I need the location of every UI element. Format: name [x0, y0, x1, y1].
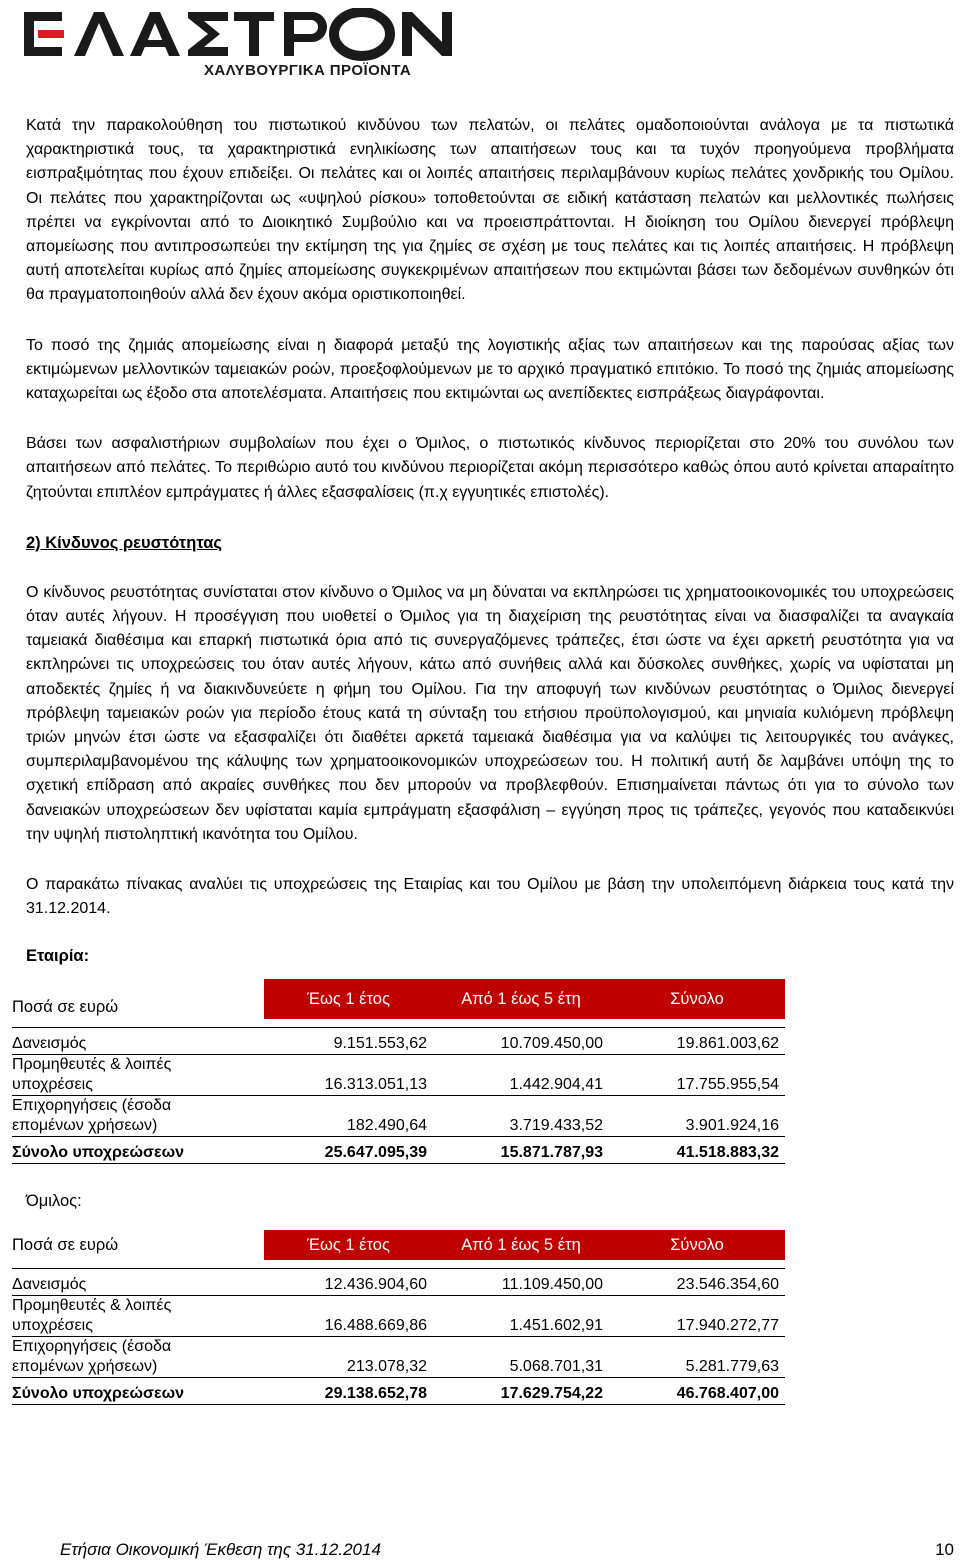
total-total: 41.518.883,32: [609, 1137, 785, 1164]
paragraph-credit-risk-monitoring: Κατά την παρακολούθηση του πιστωτικού κινδύνου των πελατών, οι πελάτες ομαδοποιούνται ανάλογα με τα πιστωτικά χαρακτηριστικά τους, τα χαρακτηριστικά ενηλικίωσης των απαιτήσεων τους και τα τυχόν προηγούμενα προβλήματα εισπραξιμότητας που έχουν επιδείξει. Οι πελάτες και οι λοιπές απαιτήσεις περιλαμβάνουν κυρίως πελάτες χονδρικής του Ομίλου. Οι πελάτες που χαρακτηρίζονται ως «υψηλού ρίσκου» τοποθετούνται σε ειδική κατάσταση πελατών και μελλοντικές πωλήσεις πρέπει να εγκρίνονται από το Διοικητικό Συμβούλιο και να προεισπράττονται. Η διοίκηση του Ομίλου διενεργεί πρόβλεψη απομείωσης που αντιπροσωπεύει την εκτίμηση της για ζημίες σε σχέση με τους πελάτες και τις λοιπές απαιτήσεις. Η πρόβλεψη αυτή αποτελείται κυρίως από ζημίες απομείωσης συγκεκριμένων απαιτήσεων που εκτιμώνται βάσει των δεδομένων συνθηκών ότι θα πραγματοποιηθούν αλλά δεν έχουν ακόμα οριστικοποιηθεί.: [26, 117, 954, 304]
paragraph-impairment-amount: Το ποσό της ζημιάς απομείωσης είναι η διαφορά μεταξύ της λογιστικής αξίας των απαιτήσεων και της παρούσας αξίας των εκτιμώμενων μελλοντικών ταμειακών ροών, προεξοφλούμενων με το αρχικό πραγματικό επιτόκιο. Το ποσό της ζημιάς απομείωσης καταχωρείται ως έξοδο στα αποτελέσματα. Απαιτήσεις που εκτιμώνται ως ανεπίδεκτες εισπράξεως διαγράφονται.: [26, 336, 954, 403]
company-logo: [22, 8, 472, 80]
page-footer: [60, 1540, 954, 1560]
paragraph-insurance-contracts: Βάσει των ασφαλιστήριων συμβολαίων που έχει ο Όμιλος, ο πιστωτικός κίνδυνος περιορίζεται στο 20% του συνόλου των απαιτήσεων από πελάτες. Το περιθώριο αυτό του κινδύνου περιορίζεται ακόμη περισσότερο καθώς όπου αυτό κρίνεται απαραίτητο ζητούνται επιπλέον εμπράγματες ή άλλες εξασφαλίσεις (π.χ εγγυητικές επιστολές).: [26, 435, 954, 501]
paragraph-liquidity-risk: Ο κίνδυνος ρευστότητας συνίσταται στον κίνδυνο ο Όμιλος να μη δύναται να εκπληρώσει τις χρηματοοικονομικές του υποχρεώσεις όταν αυτές λήγουν. Η προσέγγιση που υιοθετεί ο Όμιλος για τη διαχείριση της ρευστότητας είναι να διασφαλίζει τα αναγκαία ταμειακά διαθέσιμα και επαρκή πιστωτικά όρια από τις συνεργαζόμενες τράπεζες, έτσι ώστε να έχει αρκετή ρευστότητα για να εκπληρώνει τις υποχρεώσεις του όταν αυτές λήγουν, κάτω από συνήθεις αλλά και δύσκολες συνθήκες, χωρίς να υφίσταται μη αποδεκτές ζημίες ή να διακινδυνεύετε η φήμη του Ομίλου. Για την αποφυγή των κινδύνων ρευστότητας ο Όμιλος διενεργεί πρόβλεψη ταμειακών ροών για περίοδο έτους κατά τη σύνταξη του ετήσιου προϋπολογισμού, και μηνιαία κυλιόμενη πρόβλεψη τριών μηνών έτσι ώστε να εξασφαλίζει ότι διαθέτει αρκετά ταμειακά διαθέσιμα για να καλύψει τις λειτουργικές του ανάγκες, συμπεριλαμβανομένου της κάλυψης των χρηματοοικονομικών υποχρεώσεων του. Η πολιτική αυτή δε λαμβάνει υπόψη της το σχετική επίδραση από ακραίες συνθήκες που δεν μπορούν να προβλεφθούν. Επισημαίνεται πάντως ότι για το σύνολο των δανειακών υποχρεώσεων δεν υφίσταται καμία εμπράγματη εξασφάλιση – εγγύηση προς τις τράπεζες, γεγονός που καταδεικνύει την υψηλή πιστοληπτική ικανότητα του Ομίλου.: [26, 583, 954, 843]
row-value-total: 23.546.354,60: [609, 1269, 785, 1296]
header-total: Σύνολο: [609, 1230, 785, 1260]
row-value-1-to-5-years: 5.068.701,31: [433, 1337, 609, 1378]
row-label: Επιχορηγήσεις (έσοδα επομένων χρήσεων): [12, 1337, 264, 1378]
header-amounts-in-euro: Ποσά σε ευρώ: [12, 1236, 119, 1255]
table-total-row: [12, 1378, 785, 1405]
group-liabilities-table: [12, 1230, 785, 1405]
table-row: [12, 1028, 785, 1055]
row-label: Προμηθευτές & λοιπές υποχρέσεις: [12, 1055, 264, 1096]
total-label: Σύνολο υποχρεώσεων: [12, 1378, 264, 1405]
table-header-row: [12, 1230, 785, 1260]
header-total: Σύνολο: [609, 979, 785, 1019]
total-1-to-5-years: 15.871.787,93: [433, 1137, 609, 1164]
row-label: Επιχορηγήσεις (έσοδα επομένων χρήσεων): [12, 1096, 264, 1137]
total-1-to-5-years: 17.629.754,22: [433, 1378, 609, 1405]
table-header-row: [12, 979, 785, 1019]
row-label: Δανεισμός: [12, 1028, 264, 1055]
row-value-total: 17.940.272,77: [609, 1296, 785, 1337]
row-label: Δανεισμός: [12, 1269, 264, 1296]
logo-tagline: ΧΑΛΥΒΟΥΡΓΙΚΑ ΠΡΟΪΟΝΤΑ: [204, 62, 412, 79]
row-value-1-to-5-years: 1.451.602,91: [433, 1296, 609, 1337]
row-value-up-to-1-year: 9.151.553,62: [264, 1028, 433, 1055]
row-value-up-to-1-year: 16.488.669,86: [264, 1296, 433, 1337]
row-label: Προμηθευτές & λοιπές υποχρέσεις: [12, 1296, 264, 1337]
table-row: [12, 1337, 785, 1378]
row-value-up-to-1-year: 213.078,32: [264, 1337, 433, 1378]
row-value-total: 3.901.924,16: [609, 1096, 785, 1137]
table-total-row: [12, 1137, 785, 1164]
row-value-up-to-1-year: 16.313.051,13: [264, 1055, 433, 1096]
paragraph-table-intro: Ο παρακάτω πίνακας αναλύει τις υποχρεώσεις της Εταιρίας και του Ομίλου με βάση την υπολειπόμενη διάρκεια τους κατά την 31.12.2014.: [26, 876, 954, 918]
table-row: [12, 1055, 785, 1096]
company-liabilities-table: [12, 979, 785, 1164]
footer-report-title: Ετήσια Οικονομική Έκθεση της 31.12.2014: [60, 1540, 381, 1559]
header-up-to-1-year: Έως 1 έτος: [264, 979, 433, 1019]
section-heading-liquidity-risk: 2) Κίνδυνος ρευστότητας: [26, 533, 222, 552]
company-table-label: Εταιρία:: [26, 947, 90, 966]
row-value-1-to-5-years: 1.442.904,41: [433, 1055, 609, 1096]
row-value-total: 5.281.779,63: [609, 1337, 785, 1378]
total-up-to-1-year: 25.647.095,39: [264, 1137, 433, 1164]
table-row: [12, 1096, 785, 1137]
row-value-up-to-1-year: 12.436.904,60: [264, 1269, 433, 1296]
total-total: 46.768.407,00: [609, 1378, 785, 1405]
table-row: [12, 1269, 785, 1296]
total-label: Σύνολο υποχρεώσεων: [12, 1137, 264, 1164]
header-amounts-in-euro: Ποσά σε ευρώ: [12, 998, 119, 1017]
row-value-1-to-5-years: 11.109.450,00: [433, 1269, 609, 1296]
table-row: [12, 1296, 785, 1337]
row-value-1-to-5-years: 3.719.433,52: [433, 1096, 609, 1137]
header-1-to-5-years: Από 1 έως 5 έτη: [433, 979, 609, 1019]
row-value-up-to-1-year: 182.490,64: [264, 1096, 433, 1137]
header-1-to-5-years: Από 1 έως 5 έτη: [433, 1230, 609, 1260]
row-value-total: 19.861.003,62: [609, 1028, 785, 1055]
group-table-label: Όμιλος:: [26, 1192, 82, 1211]
total-up-to-1-year: 29.138.652,78: [264, 1378, 433, 1405]
header-up-to-1-year: Έως 1 έτος: [264, 1230, 433, 1260]
page-number: 10: [935, 1540, 954, 1559]
row-value-1-to-5-years: 10.709.450,00: [433, 1028, 609, 1055]
row-value-total: 17.755.955,54: [609, 1055, 785, 1096]
document-body: [12, 114, 954, 1405]
